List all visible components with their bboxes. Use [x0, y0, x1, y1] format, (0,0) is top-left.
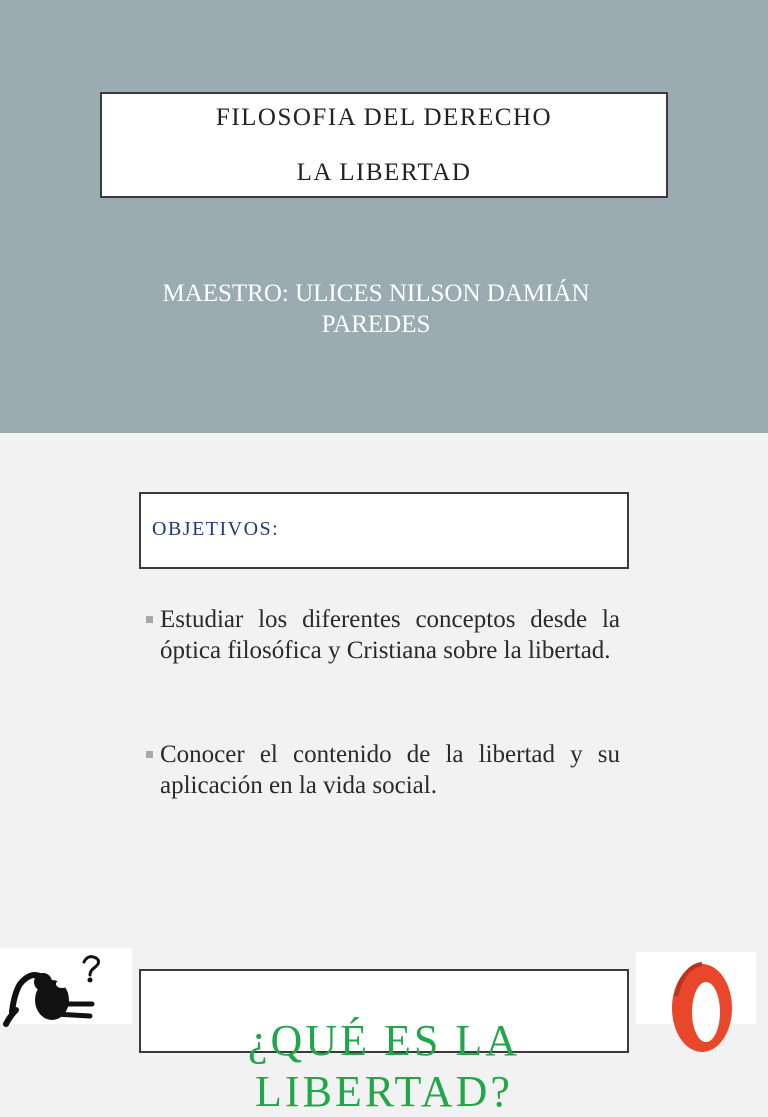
teacher-line-2: PAREDES [321, 311, 431, 338]
teacher-line-1: MAESTRO: ULICES NILSON DAMIÁN [162, 280, 590, 307]
bullet-square-icon [146, 616, 153, 623]
title-box [100, 92, 668, 198]
objective-bullet-2 [146, 739, 620, 801]
question-title: ¿QUÉ ES LA LIBERTAD? [248, 1016, 520, 1116]
objective-bullet-1 [146, 604, 620, 666]
slide-subtitle-text: LA LIBERTAD [296, 159, 472, 186]
slide-title [0, 0, 768, 433]
teacher-name [130, 278, 622, 340]
objective-text-2: Conocer el contenido de la libertad y su aplicación en la vida social. [160, 741, 620, 799]
objective-text-1: Estudiar los diferentes conceptos desde la óptica filosófica y Cristiana sobre la libertad. [160, 606, 620, 664]
red-ring-icon [636, 952, 756, 1024]
objectives-heading: OBJETIVOS: [152, 518, 280, 540]
slide-title-text: FILOSOFIA DEL DERECHO [215, 104, 553, 131]
bullet-square-icon [146, 751, 153, 758]
question-title-box [139, 969, 629, 1116]
thinking-person-icon [0, 948, 132, 1024]
slide-objectives [0, 433, 768, 948]
slide-question [0, 948, 768, 1116]
objectives-heading-box [139, 492, 629, 569]
